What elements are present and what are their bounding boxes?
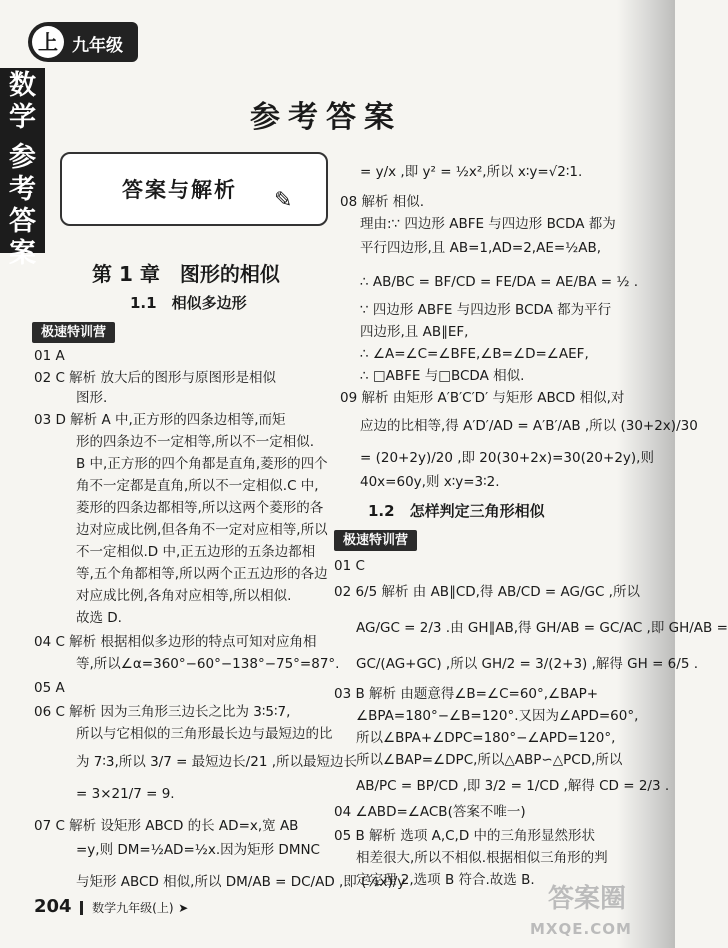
answer-line: 与矩形 ABCD 相似,所以 DM/AB = DC/AD ,即 (½x)/y: [76, 874, 406, 890]
answer-line: 平行四边形,且 AB=1,AD=2,AE=½AB,: [360, 240, 602, 256]
answer-line: 05 A: [34, 680, 65, 696]
answer-line: ∴ AB/BC = BF/CD = FE/DA = AE/BA = ½ .: [360, 274, 639, 290]
answer-line: 所以与它相似的三角形最长边与最短边的比: [76, 726, 333, 742]
answer-line: 02 6/5 解析 由 AB∥CD,得 AB/CD = AG/GC ,所以: [334, 584, 640, 600]
answer-line: 故选 D.: [76, 610, 122, 626]
answer-line: 图形.: [76, 390, 108, 406]
answer-line: ∵ 四边形 ABFE 与四边形 BCDA 都为平行: [360, 302, 612, 318]
answer-line: 09 解析 由矩形 A′B′C′D′ 与矩形 ABCD 相似,对: [340, 390, 625, 406]
answer-line: 相差很大,所以不相似.根据相似三角形的判: [356, 850, 608, 866]
answer-line: AB/PC = BP/CD ,即 3/2 = 1/CD ,解得 CD = 2/3 .: [356, 778, 670, 794]
answer-line: B 中,正方形的四个角都是直角,菱形的四个: [76, 456, 328, 472]
answer-line: 01 A: [34, 348, 65, 364]
answer-line: 所以∠BPA+∠DPC=180°−∠APD=120°,: [356, 730, 616, 746]
answer-section-box: [60, 152, 328, 226]
training-badge-2: 极速特训营: [334, 530, 417, 551]
section-label: 参 考 答 案: [9, 142, 36, 269]
watermark-url: MXQE.COM: [530, 920, 632, 938]
training-badge-1: 极速特训营: [32, 322, 115, 343]
answer-line: AG/GC = 2/3 .由 GH∥AB,得 GH/AB = GC/AC ,即 GH/AB =: [356, 620, 728, 636]
answer-line: ∠BPA=180°−∠B=120°.又因为∠APD=60°,: [356, 708, 639, 724]
answer-section-title: 答案与解析: [122, 178, 237, 202]
answer-line: 07 C 解析 设矩形 ABCD 的长 AD=x,宽 AB: [34, 818, 299, 834]
page-edge-shadow: [617, 0, 675, 948]
term-badge: 上: [32, 26, 64, 58]
answer-line: 不一定相似.D 中,正五边形的五条边都相: [76, 544, 316, 560]
chapter-title: 第 1 章 图形的相似: [92, 262, 280, 286]
grade-label: 九年级: [72, 36, 123, 56]
answer-line: = y/x ,即 y² = ½x²,所以 x∶y=√2∶1.: [360, 164, 583, 180]
answer-line: 理由:∵ 四边形 ABFE 与四边形 BCDA 都为: [360, 216, 616, 232]
answer-line: 等,五个角都相等,所以两个正五边形的各边: [76, 566, 328, 582]
arrow-right-icon: ➤: [178, 901, 189, 915]
answer-line: 为 7∶3,所以 3/7 = 最短边长/21 ,所以最短边长: [76, 754, 357, 770]
answer-line: 应边的比相等,得 A′D′/AD = A′B′/AB ,所以 (30+2x)/30: [360, 418, 698, 434]
answer-line: 03 B 解析 由题意得∠B=∠C=60°,∠BAP+: [334, 686, 599, 702]
page-number: 204: [34, 896, 72, 917]
answer-line: 08 解析 相似.: [340, 194, 425, 210]
answer-line: 05 B 解析 选项 A,C,D 中的三角形显然形状: [334, 828, 596, 844]
answer-line: 03 D 解析 A 中,正方形的四条边相等,而矩: [34, 412, 286, 428]
footer-divider: [80, 901, 83, 915]
answer-line: 06 C 解析 因为三角形三边长之比为 3∶5∶7,: [34, 704, 291, 720]
answer-line: ∴ □ABFE 与□BCDA 相似.: [360, 368, 525, 384]
section-title-1-2: 1.2 怎样判定三角形相似: [368, 502, 545, 520]
watermark-logo: 答案圈: [548, 884, 627, 914]
answer-line: = 3×21/7 = 9.: [76, 786, 175, 802]
answer-line: 40x=60y,则 x∶y=3∶2.: [360, 474, 500, 490]
answer-line: 边对应成比例,但各角不一定对应相等,所以: [76, 522, 328, 538]
page-footer: [34, 896, 188, 917]
answer-line: 角不一定都是直角,所以不一定相似.C 中,: [76, 478, 319, 494]
answer-line: 01 C: [334, 558, 365, 574]
answer-line: 04 ∠ABD=∠ACB(答案不唯一): [334, 804, 526, 820]
grade-tab: [28, 22, 138, 62]
answer-line: 四边形,且 AB∥EF,: [360, 324, 469, 340]
answer-line: 04 C 解析 根据相似多边形的特点可知对应角相: [34, 634, 317, 650]
answer-line: 所以∠BAP=∠DPC,所以△ABP∽△PCD,所以: [356, 752, 623, 768]
page-title: 参考答案: [250, 100, 402, 135]
answer-line: = (20+2y)/20 ,即 20(30+2x)=30(20+2y),则: [360, 450, 654, 466]
answer-line: 等,所以∠α=360°−60°−138°−75°=87°.: [76, 656, 340, 672]
answer-line: 菱形的四条边都相等,所以这两个菱形的各: [76, 500, 324, 516]
answer-line: 形的四条边不一定相等,所以不一定相似.: [76, 434, 315, 450]
answer-line: ∴ ∠A=∠C=∠BFE,∠B=∠D=∠AEF,: [360, 346, 589, 362]
side-subject-bar: [0, 68, 45, 269]
footer-book-title: 数学九年级(上): [92, 901, 174, 915]
answer-line: =y,则 DM=½AD=½x.因为矩形 DMNC: [76, 842, 320, 858]
answer-line: 02 C 解析 放大后的图形与原图形是相似: [34, 370, 276, 386]
answer-line: 定定理 2,选项 B 符合.故选 B.: [356, 872, 535, 888]
answer-line: GC/(AG+GC) ,所以 GH/2 = 3/(2+3) ,解得 GH = 6/5 .: [356, 656, 698, 672]
section-title-1-1: 1.1 相似多边形: [130, 294, 247, 312]
answer-line: 对应成比例,各角对应相等,所以相似.: [76, 588, 292, 604]
subject-label: 数 学: [9, 70, 36, 133]
paperclip-icon: ✎: [274, 188, 293, 213]
